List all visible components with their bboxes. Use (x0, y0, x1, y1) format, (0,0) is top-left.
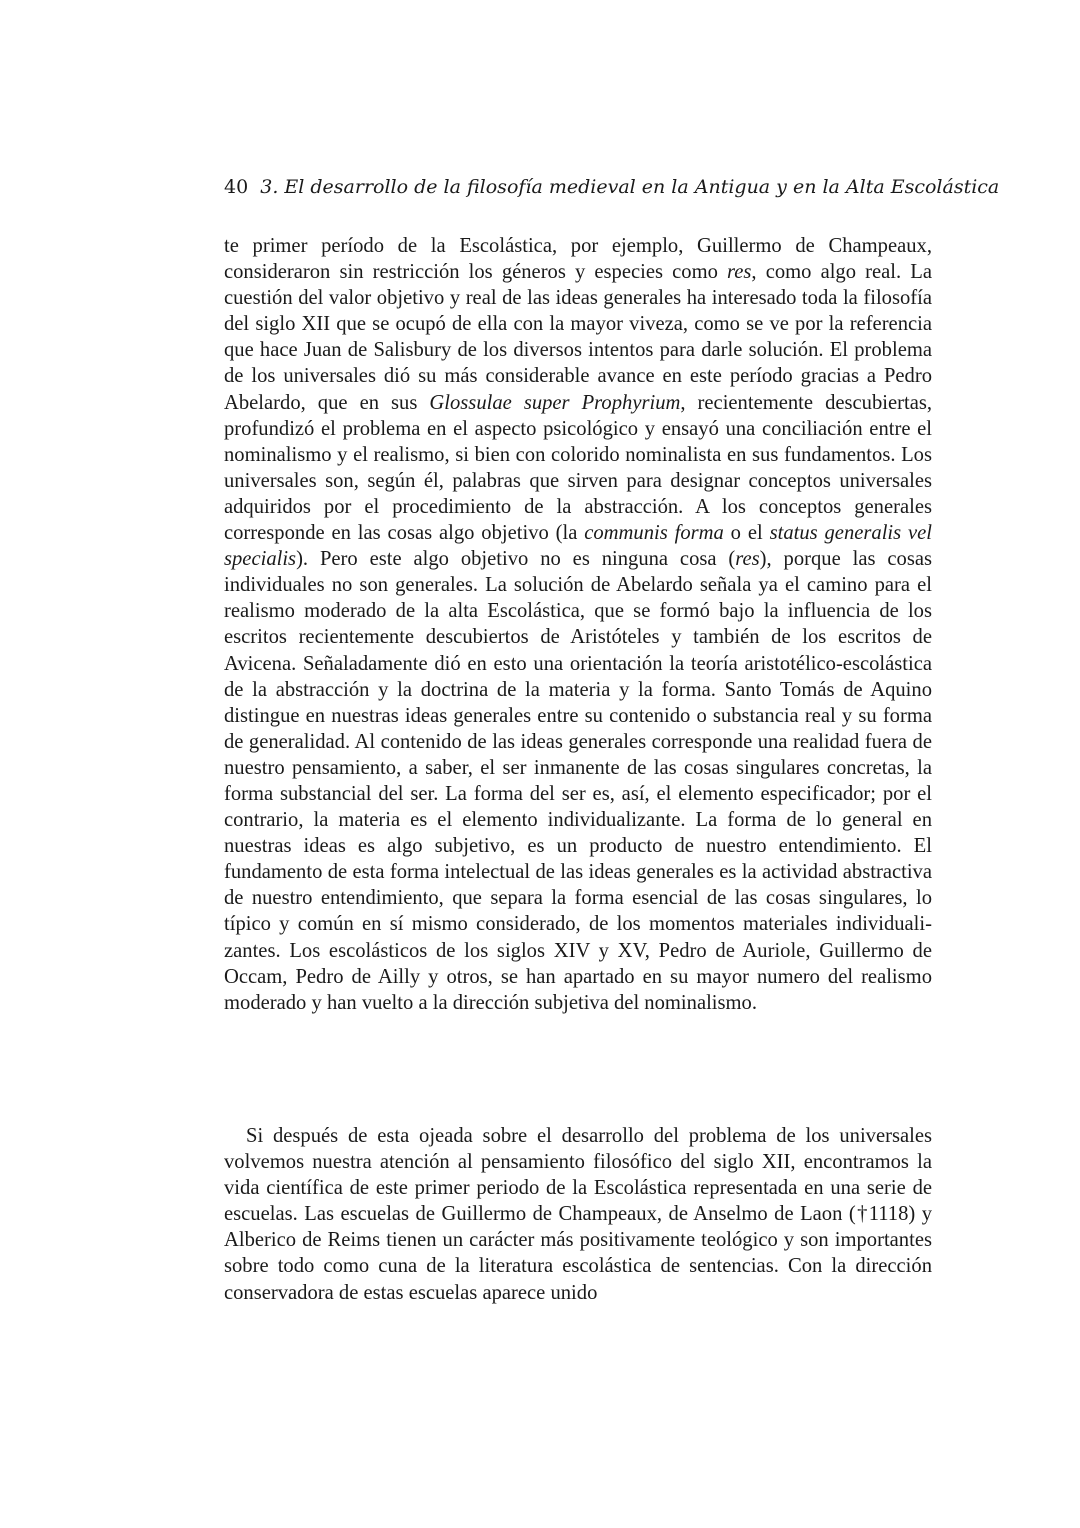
paragraph-2 (224, 1123, 932, 1306)
paragraph-1 (224, 233, 932, 1016)
running-header (224, 174, 1000, 200)
italic-term: res (727, 261, 752, 284)
text-segment: , recientemente descubiertas, profundizó el problema en el aspecto psicológico y ensayó una conciliación entre el nominalismo y el realismo, si bien con colorido nominalista en sus fundamentos. Los universales son, según él, palabras que sirven para designar conceptos universales adquiridos por el procedimiento de la abstracción. A los conceptos generales corresponde en las cosas algo objetivo (la (224, 391, 932, 545)
italic-title: Glossulae super Prophyrium (429, 391, 681, 414)
paragraph-1-text (224, 233, 932, 1016)
paragraph-2-text: Si después de esta ojeada sobre el desarrollo del problema de los universales volvemos nuestra atención al pensamiento filosófico del siglo XII, encontramos la vida científica de este primer periodo de la Escolástica representada en una serie de escuelas. Las escuelas de Guillermo de Champeaux, de Anselmo de Laon (†1118) y Alberico de Reims tienen un carácter más positivamente teológico y son importantes sobre todo como cuna de la literatura escolástica de sentencias. Con la dirección conservadora de estas escuelas aparece unido (224, 1125, 932, 1304)
italic-term: communis forma (584, 522, 724, 545)
text-segment: , como algo real. La cuestión del valor objetivo y real de las ideas generales ha interesado toda la filosofía del siglo XII que se ocupó de ella con la mayor viveza, como se ve por la referencia que hace Juan de Salisbury de los diversos intentos para darle solución. El problema de los universales dió su más considerable avance en este período gracias a Pedro Abelardo, que en sus (224, 261, 932, 414)
page-number: 40 (224, 176, 249, 198)
text-segment: ), porque las cosas individuales no son generales. La solución de Abelardo señala ya el camino para el realismo moderado de la alta Escolástica, que se formó bajo la influencia de los escritos recientemente descubiertos de Aristóteles y también de los escritos de Avicena. Señaladamente dió en esto una orientación la teoría aristotélico-escolástica de la abstracción y la doctrina de la materia y la forma. Santo Tomás de Aquino distingue en nuestras ideas generales entre su contenido o substancia real y su forma de generalidad. Al contenido de las ideas generales corresponde una realidad fuera de nuestro pensamiento, a saber, el ser inmanente de las cosas singulares concretas, la forma substancial del ser. La forma del ser es, así, el elemento especificador; por el contrario, la materia es el elemento individualizante. La forma de lo general en nuestras ideas es algo subjetivo, es un producto de nuestro entendimiento. El fundamento de esta forma intelectual de las ideas generales es la actividad abstractiva de nuestro entendimiento, que separa la forma esencial de las cosas singulares, lo típico y común en sí mismo considerado, de los momentos materiales individualizantes. Los escolásticos de los siglos XIV y XV, Pedro de Auriole, Guillermo de Occam, Pedro de Ailly y otros, se han apartado en su mayor numero del realismo moderado y han vuelto a la dirección subjetiva del nominalismo. (224, 548, 932, 1014)
text-segment: te primer período de la Escolástica, por ejemplo, Guillermo de Champeaux, consideraron sin restricción los géneros y especies como (224, 235, 932, 284)
text-segment: o el (723, 522, 770, 545)
chapter-title: 3. El desarrollo de la filosofía medieval en la Antigua y en la Alta Escolástica (260, 176, 1000, 198)
italic-term: status generalis vel specialis (224, 522, 933, 571)
italic-term: res (735, 548, 760, 571)
text-segment: ). Pero este algo objetivo no es ninguna cosa ( (296, 548, 736, 571)
